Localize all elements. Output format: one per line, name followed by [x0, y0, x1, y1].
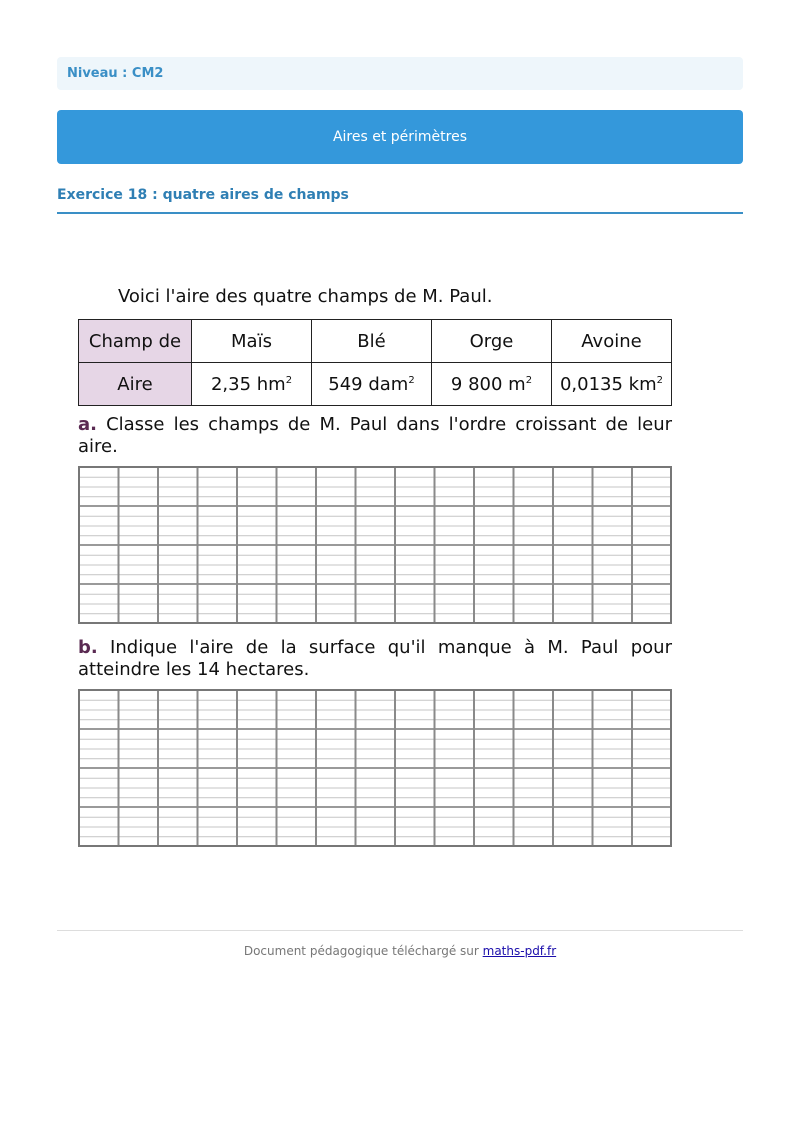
level-badge: Niveau : CM2 — [57, 57, 743, 90]
fields-table — [78, 319, 672, 406]
question-a-text: Classe les champs de M. Paul dans l'ordre croissant de leur aire. — [78, 414, 672, 457]
table-row — [79, 363, 672, 406]
row-header-champ: Champ de — [79, 320, 192, 363]
question-a — [78, 414, 672, 458]
field-area-cell — [312, 363, 432, 406]
footer — [0, 944, 800, 958]
table-row — [79, 320, 672, 363]
answer-grid-b[interactable] — [78, 689, 672, 847]
area-value: 549 dam — [328, 373, 409, 395]
field-name-cell: Maïs — [192, 320, 312, 363]
row-header-aire: Aire — [79, 363, 192, 406]
answer-grid-a[interactable] — [78, 466, 672, 624]
field-area-cell — [552, 363, 672, 406]
field-name-cell: Avoine — [552, 320, 672, 363]
area-exponent: 2 — [656, 374, 664, 386]
area-value: 9 800 m — [450, 373, 526, 395]
exercise-title: Exercice 18 : quatre aires de champs — [57, 187, 743, 214]
field-name-cell: Blé — [312, 320, 432, 363]
area-value: 0,0135 km — [559, 373, 657, 395]
intro-text: Voici l'aire des quatre champs de M. Paul. — [118, 286, 493, 307]
question-b — [78, 637, 672, 681]
area-exponent: 2 — [285, 374, 293, 386]
question-a-label: a. — [78, 414, 97, 435]
footer-divider — [57, 930, 743, 931]
area-exponent: 2 — [525, 374, 533, 386]
field-name-cell: Orge — [432, 320, 552, 363]
footer-text: Document pédagogique téléchargé sur — [243, 944, 483, 958]
field-area-cell — [432, 363, 552, 406]
question-b-label: b. — [78, 637, 98, 658]
question-b-text: Indique l'aire de la surface qu'il manque à M. Paul pour atteindre les 14 hectares. — [78, 637, 672, 680]
area-value: 2,35 hm — [210, 373, 286, 395]
topic-banner: Aires et périmètres — [57, 110, 743, 164]
footer-link[interactable]: maths-pdf.fr — [482, 944, 557, 958]
area-exponent: 2 — [408, 374, 415, 386]
field-area-cell — [192, 363, 312, 406]
